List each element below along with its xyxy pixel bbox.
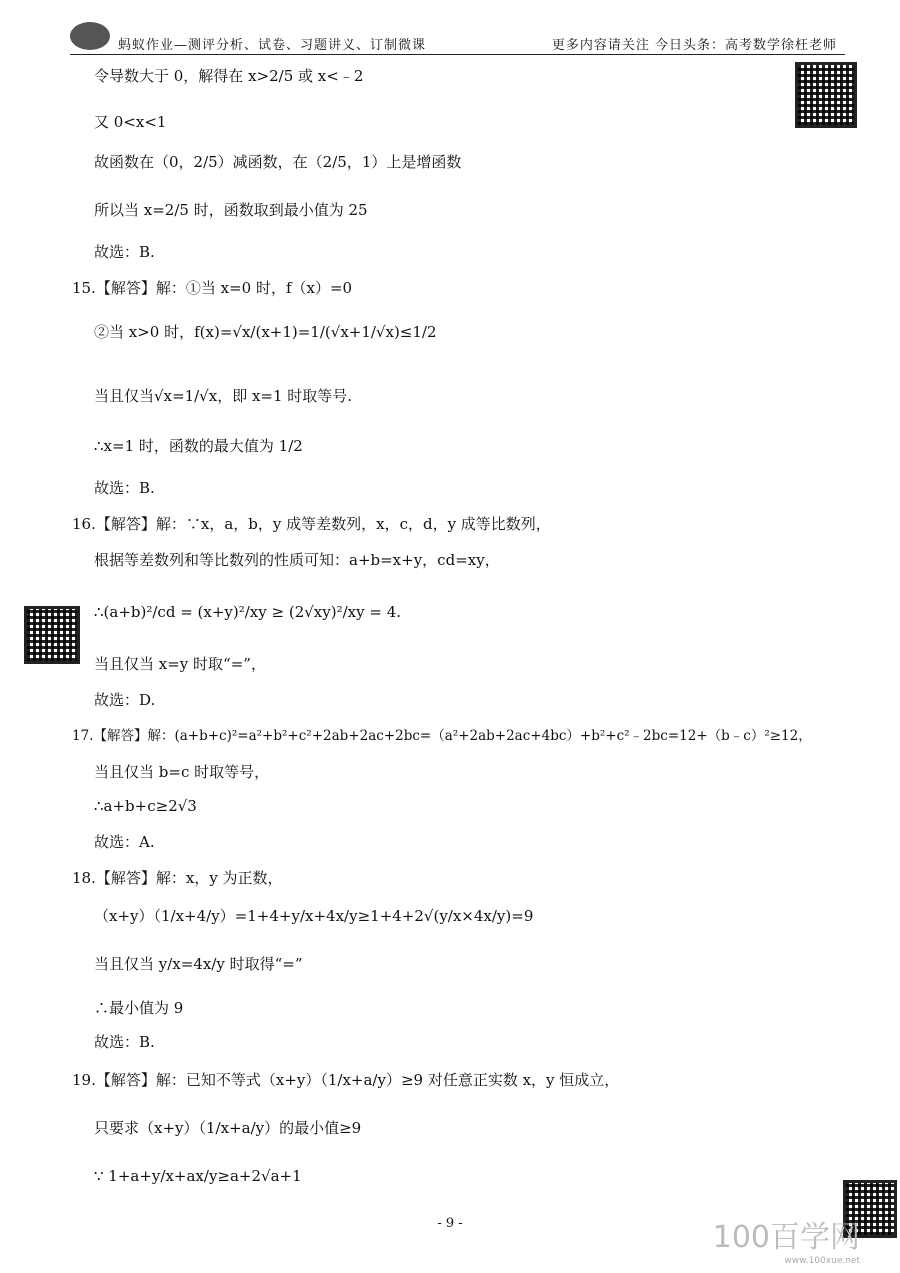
text-line: 故选：A. — [94, 833, 155, 851]
watermark-url: www.100xue.net — [784, 1256, 860, 1266]
watermark — [713, 1212, 860, 1266]
text-line: 故选：D. — [94, 691, 156, 709]
text-line: 令导数大于 0，解得在 x>2/5 或 x<﹣2 — [94, 67, 364, 85]
logo-icon — [70, 22, 110, 50]
text-line: 18.【解答】解：x，y 为正数， — [72, 869, 283, 887]
text-line: 根据等差数列和等比数列的性质可知：a+b=x+y，cd=xy， — [94, 551, 500, 569]
text-line: ∴(a+b)²/cd = (x+y)²/xy ≥ (2√xy)²/xy = 4. — [94, 603, 402, 621]
text-line: 故函数在（0，2/5）减函数，在（2/5，1）上是增函数 — [94, 153, 462, 171]
watermark-text: 100百学网 — [712, 1220, 860, 1255]
text-line: ∵ 1+a+y/x+ax/y≥a+2√a+1 — [94, 1167, 302, 1185]
text-line: 当且仅当 x=y 时取“=”， — [94, 655, 266, 673]
text-line: 又 0<x<1 — [94, 113, 167, 131]
header-right-text: 更多内容请关注 今日头条：高考数学徐枉老师 — [551, 38, 837, 53]
qr-code-icon — [24, 606, 80, 664]
text-line: 15.【解答】解：①当 x=0 时，f（x）=0 — [72, 279, 353, 297]
text-line: 19.【解答】解：已知不等式（x+y）（1/x+a/y）≥9 对任意正实数 x，y 恒成立， — [72, 1071, 620, 1089]
text-line: ∴x=1 时，函数的最大值为 1/2 — [94, 437, 303, 455]
text-line: 故选：B. — [94, 479, 155, 497]
text-line: ∴a+b+c≥2√3 — [94, 797, 197, 815]
text-line: ∴最小值为 9 — [94, 999, 184, 1017]
header-left-text: 蚂蚁作业—测评分析、试卷、习题讲义、订制微课 — [118, 38, 427, 53]
text-line: （x+y）（1/x+4/y）=1+4+y/x+4x/y≥1+4+2√(y/x×4x/y)=9 — [94, 907, 534, 925]
qr-code-icon — [795, 62, 857, 128]
text-line: ②当 x>0 时，f(x)=√x/(x+1)=1/(√x+1/√x)≤1/2 — [94, 323, 437, 341]
text-line: 只要求（x+y）（1/x+a/y）的最小值≥9 — [94, 1119, 362, 1137]
text-line: 故选：B. — [94, 243, 155, 261]
text-line: 当且仅当 b=c 时取等号， — [94, 763, 270, 781]
text-line: 所以当 x=2/5 时，函数取到最小值为 25 — [94, 201, 368, 219]
text-line: 故选：B. — [94, 1033, 155, 1051]
text-line: 当且仅当 y/x=4x/y 时取得“=” — [94, 955, 303, 973]
page-header — [70, 22, 845, 55]
text-line: 17.【解答】解：(a+b+c)²=a²+b²+c²+2ab+2ac+2bc=（a²+2ab+2ac+4bc）+b²+c²﹣2bc=12+（b﹣c）²≥12， — [72, 728, 812, 744]
text-line: 16.【解答】解：∵x，a，b，y 成等差数列，x，c，d，y 成等比数列， — [72, 515, 551, 533]
text-line: 当且仅当√x=1/√x，即 x=1 时取等号. — [94, 387, 353, 405]
page-number: - 9 - — [437, 1216, 463, 1231]
